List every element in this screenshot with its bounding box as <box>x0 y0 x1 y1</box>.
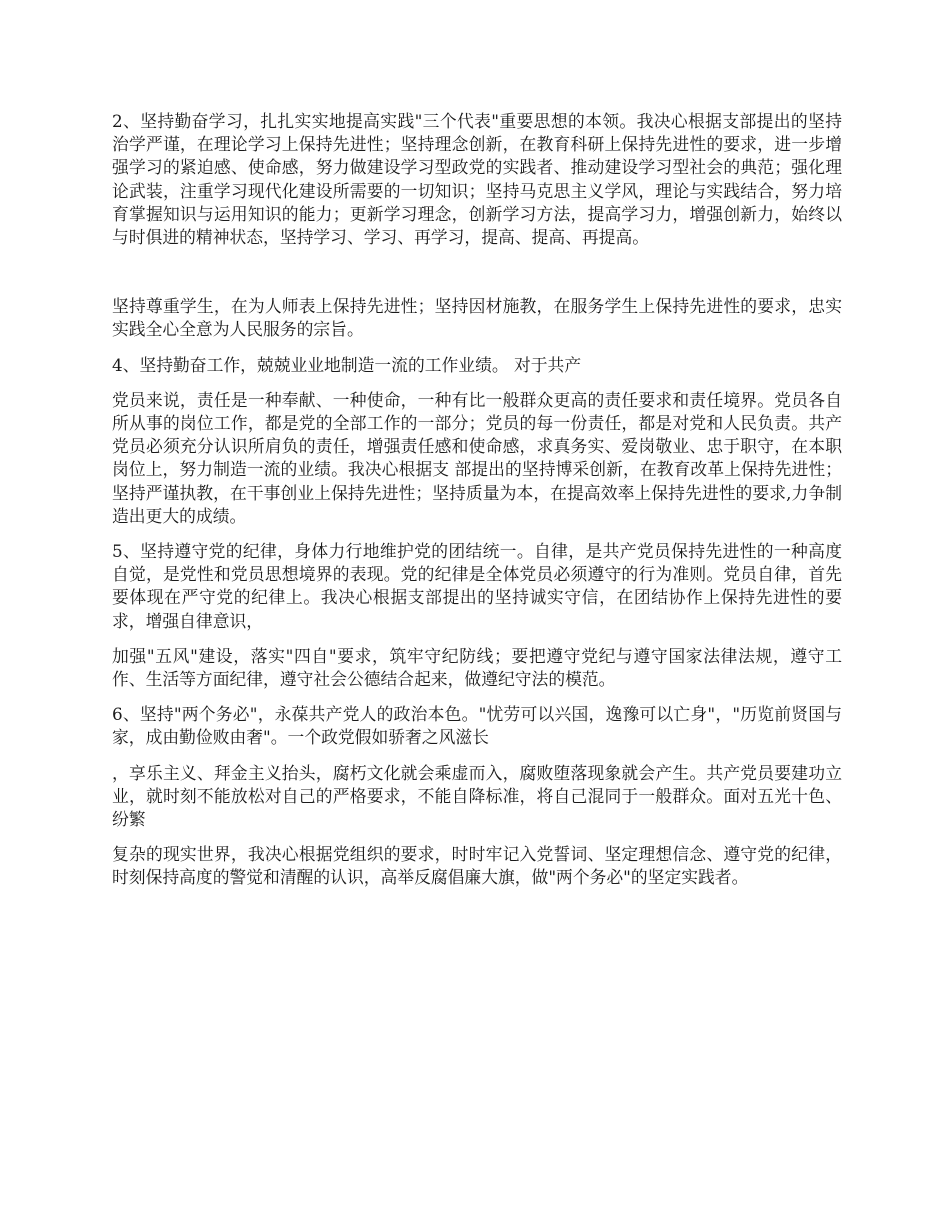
paragraph-respect-students: 坚持尊重学生，在为人师表上保持先进性；坚持因材施教，在服务学生上保持先进性的要求，忠实实践全心全意为人民服务的宗旨。 <box>112 296 842 340</box>
paragraph-gap <box>112 261 842 295</box>
paragraph-discipline: 5、坚持遵守党的纪律，身体力行地维护党的团结统一。自律，是共产党员保持先进性的一种高度自觉，是党性和党员思想境界的表现。党的纪律是全体党员必须遵守的行为准则。党员自律，首先要体现在严守党的纪律上。我决心根据支部提出的坚持诚实守信，在团结协作上保持先进性的要求，增强自律意识， <box>112 541 842 631</box>
paragraph-responsibility: 党员来说，责任是一种奉献、一种使命，一种有比一般群众更高的责任要求和责任境界。党员各自所从事的岗位工作，都是党的全部工作的一部分；党员的每一份责任，都是对党和人民负责。共产党员必须充分认识所肩负的责任，增强责任感和使命感，求真务实、爱岗敬业、忠于职守，在本职岗位上，努力制造一流的业绩。我决心根据支 部提出的坚持博采创新，在教育改革上保持先进性；坚持严谨执教，在干事创业上保持先进性；坚持质量为本，在提高效率上保持先进性的要求,力争制造出更大的成绩。 <box>112 389 842 526</box>
paragraph-hedonism: ，享乐主义、拜金主义抬头，腐朽文化就会乘虚而入，腐败堕落现象就会产生。共产党员要建功立业，就时刻不能放松对自己的严格要求，不能自降标准，将自己混同于一般群众。面对五光十色、纷繁 <box>112 762 842 830</box>
paragraph-complex-world: 复杂的现实世界，我决心根据党组织的要求，时时牢记入党誓词、坚定理想信念、遵守党的纪律，时刻保持高度的警觉和清醒的认识，高举反腐倡廉大旗，做"两个务必"的坚定实践者。 <box>112 844 842 888</box>
paragraph-study: 2、坚持勤奋学习，扎扎实实地提高实践"三个代表"重要思想的本领。我决心根据支部提出的坚持治学严谨，在理论学习上保持先进性；坚持理念创新，在教育科研上保持先进性的要求，进一步增强学习的紧迫感、使命感，努力做建设学习型政党的实践者、推动建设学习型社会的典范；强化理论武装，注重学习现代化建设所需要的一切知识；坚持马克思主义学风，理论与实践结合，努力培育掌握知识与运用知识的能力；更新学习理念，创新学习方法，提高学习力，增强创新力，始终以与时俱进的精神状态，坚持学习、学习、再学习，提高、提高、再提高。 <box>112 111 842 248</box>
paragraph-work-heading: 4、坚持勤奋工作，兢兢业业地制造一流的工作业绩。 对于共产 <box>112 354 582 375</box>
paragraph-five-styles: 加强"五风"建设，落实"四自"要求，筑牢守纪防线；要把遵守党纪与遵守国家法律法规，遵守工作、生活等方面纪律，遵守社会公德结合起来，做遵纪守法的模范。 <box>112 645 842 690</box>
document-page <box>112 110 842 902</box>
paragraph-two-musts: 6、坚持"两个务必"，永葆共产党人的政治本色。"忧劳可以兴国，逸豫可以亡身"，"历览前贤国与家，成由勤俭败由奢"。一个政党假如骄奢之风滋长 <box>112 704 842 748</box>
